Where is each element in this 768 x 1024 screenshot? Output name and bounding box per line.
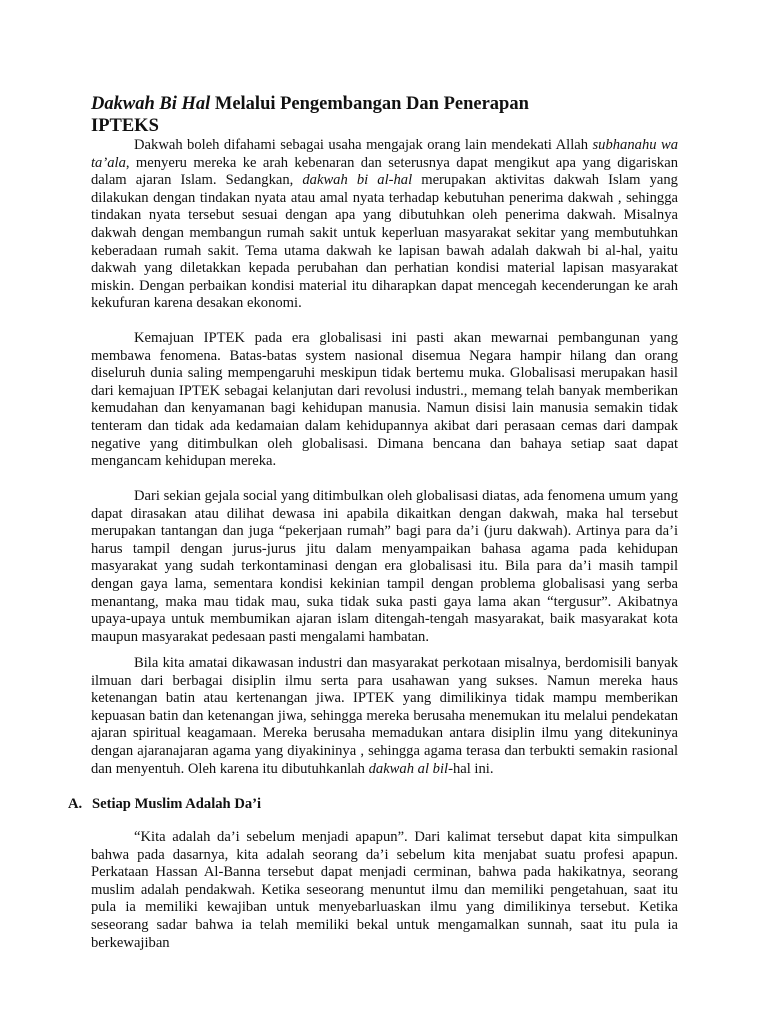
paragraph-4-text-a: Bila kita amatai dikawasan industri dan masyarakat perkotaan misalnya, berdomisili banyak ilmuan dari berbagai disiplin ilmu serta para usahawan yang sukses. Namun mereka haus ketenangan batin atau kertenangan jiwa. IPTEK yang dimilikinya tidak mampu memberikan kepuasan batin dan ketenangan jiwa, sehingga mereka berusaha menemukan itu melalui pendekatan ajaran spiritual keagamaan. Mereka berusaha memadukan antara disiplin ilmu yang ditekuninya dengan ajaranajaran agama yang diyakininya , sehingga agama terasa dan terbukti semakin rasional dan menyentuh. Oleh karena itu dibutuhkanlah bbox=[91, 655, 678, 777]
paragraph-2: Kemajuan IPTEK pada era globalisasi ini pasti akan mewarnai pembangunan yang membawa fenomena. Batas-batas system nasional disemua Negara hampir hilang dan orang diseluruh dunia saling mempengaruhi meskipun tidak bertemu muka. Globalisasi merupakan hasil dari kemajuan IPTEK sebagai kelanjutan dari revolusi industri., memang telah banyak memberikan kemudahan dan kenyamanan bagi kehidupan manusia. Namun disisi lain manusia semakin tidak tenteram dan tidak ada kedamaian dalam kehidupannya akibat dari perasaan cemas dari dampak negative yang ditimbulkan oleh globalisasi. Dimana bencana dan bahaya setiap saat dapat mengancam kehidupan mereka. bbox=[91, 330, 678, 470]
paragraph-4 bbox=[91, 655, 678, 778]
section-a-number: A. bbox=[68, 796, 83, 812]
paragraph-1-italic-a: subhanahu wa ta’ala bbox=[91, 137, 679, 171]
title-rest: Melalui Pengembangan Dan Penerapan bbox=[210, 94, 529, 114]
paragraph-1-text-b: , menyeru mereka ke arah kebenaran dan seterusnya dapat mengikut apa yang digariskan dalam ajaran Islam. Sedangkan, bbox=[91, 154, 678, 189]
paragraph-1-text-c: merupakan aktivitas dakwah Islam yang dilakukan dengan tindakan nyata atau amal nyata terhadap kebutuhan penerima dakwah , sehingga tindakan nyata tersebut sesuai dengan apa yang dibutuhkan oleh penerima dakwah. Misalnya dakwah dengan membangun rumah sakit untuk keperluan masyarakat sekitar yang membutuhkan keberadaan rumah sakit. Tema utama dakwah ke lapisan bawah adalah dakwah bi al-hal, yaitu dakwah yang diletakkan kepada perubahan dan perhatian kondisi material lapisan masyarakat miskin. Dengan perbaikan kondisi material itu diharapkan dapat mencegah kecenderungan ke arah kekufuran karena desakan ekonomi. bbox=[91, 172, 678, 312]
paragraph-4-text-b: -hal ini. bbox=[448, 760, 494, 777]
paragraph-5: “Kita adalah da’i sebelum menjadi apapun”. Dari kalimat tersebut dapat kita simpulkan bahwa pada dasarnya, kita adalah seorang da’i sebelum kita menjabat suatu profesi apapun. Perkataan Hassan Al-Banna tersebut dapat menjadi cerminan, bahwa pada hakikatnya, seorang muslim adalah pendakwah. Ketika seseorang menuntut ilmu dan memiliki pengetahuan, saat itu pula ia memiliki kewajiban untuk menyebarluaskan ilmu yang dimilikinya tersebut. Ketika seseorang sadar bahwa ia telah memiliki bekal untuk mengamalkan sunnah, saat itu pula ia berkewajiban bbox=[91, 829, 678, 951]
paragraph-1-italic-b: dakwah bi al-hal bbox=[302, 172, 413, 189]
title-line2: IPTEKS bbox=[91, 116, 159, 136]
paragraph-1-text-a: Dakwah boleh difahami sebagai usaha mengajak orang lain mendekati Allah bbox=[134, 137, 593, 153]
title-italic: Dakwah Bi Hal bbox=[91, 94, 211, 114]
paragraph-1 bbox=[91, 137, 678, 313]
paragraph-3: Dari sekian gejala social yang ditimbulkan oleh globalisasi diatas, ada fenomena umum yang dapat dirasakan atau dilihat dewasa ini apabila dikaitkan dengan dakwah, maka hal tersebut merupakan tantangan dan juga “pekerjaan rumah” bagi para da’i (juru dakwah). Artinya para da’i harus tampil dengan jurus-jurus jitu dalam menyampaikan bahasa agama pada kehidupan masyarakat yang sudah terkontaminasi dengan era globalisasi itu. Bila para da’i masih tampil dengan gaya lama, sementara kondisi kekinian tampil dengan problema globalisasi yang serba menantang, maka mau tidak mau, suka tidak suka pasti gaya lama akan “tergusur”. Akibatnya upaya-upaya untuk membumikan ajaran islam ditengah-tengah masyarakat, baik masyarakat kota maupun masyarakat pedesaan pasti mengalami hambatan. bbox=[91, 488, 678, 645]
paragraph-4-italic: dakwah al bil bbox=[368, 760, 449, 777]
section-a-title: Setiap Muslim Adalah Da’i bbox=[92, 796, 262, 812]
section-a-heading bbox=[68, 795, 261, 813]
document-title bbox=[91, 93, 691, 137]
